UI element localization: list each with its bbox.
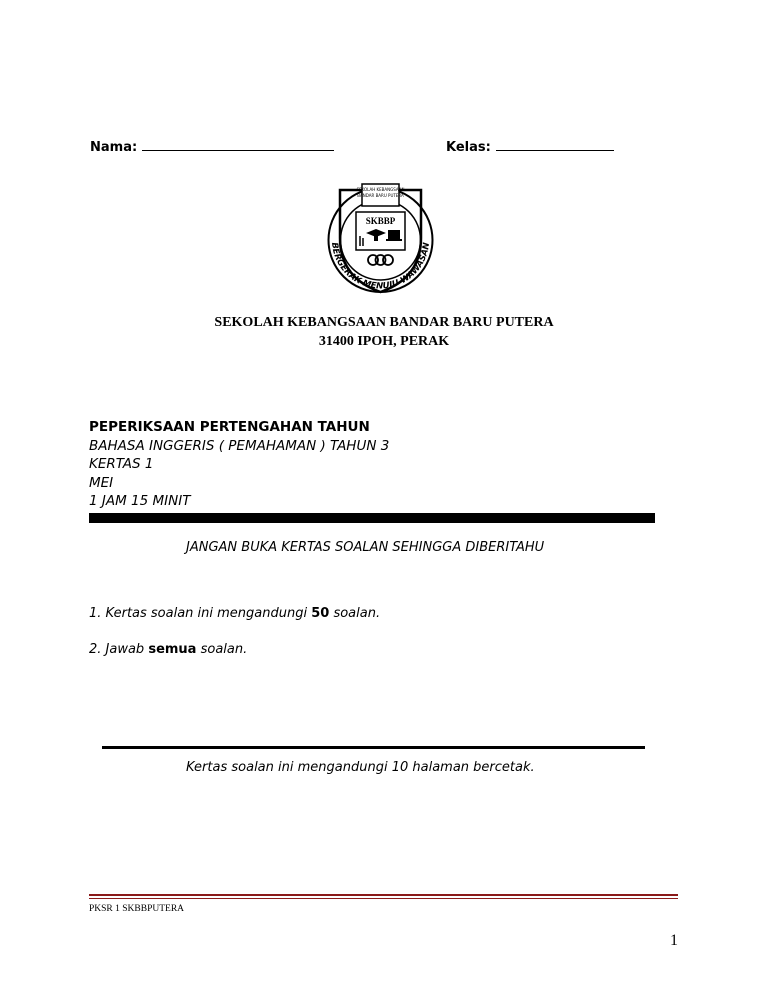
exam-duration: 1 JAM 15 MINIT <box>89 493 191 509</box>
exam-title: PEPERIKSAAN PERTENGAHAN TAHUN <box>89 419 370 435</box>
exam-subject: BAHASA INGGERIS ( PEMAHAMAN ) TAHUN 3 <box>89 437 390 454</box>
logo-motto: BERGERAK MENUJU WAWASAN <box>328 241 433 292</box>
instruction-1 <box>89 606 380 621</box>
school-header <box>0 313 768 351</box>
instruction-2-bold: semua <box>148 642 197 657</box>
name-field <box>90 138 334 155</box>
logo-center-text: SKBBP <box>365 216 396 226</box>
instruction-2 <box>89 642 247 657</box>
school-name: SEKOLAH KEBANGSAAN BANDAR BARU PUTERA <box>214 315 554 330</box>
instruction-2-pre: 2. Jawab <box>89 642 149 657</box>
instruction-2-post: soalan. <box>196 642 248 657</box>
class-field <box>446 138 614 155</box>
logo-top-text-2: BANDAR BARU PUTERA <box>357 193 404 198</box>
instruction-1-bold: 50 <box>311 606 330 621</box>
school-logo-icon <box>318 178 443 296</box>
footer-rule-bottom <box>89 898 678 899</box>
instruction-1-pre: 1. Kertas soalan ini mengandungi <box>89 606 312 621</box>
footer-text: PKSR 1 SKBBPUTERA <box>89 904 185 914</box>
footer-rule-top <box>89 894 678 896</box>
warning-text: JANGAN BUKA KERTAS SOALAN SEHINGGA DIBERITAHU <box>186 540 545 555</box>
thick-divider <box>89 513 655 523</box>
instruction-1-post: soalan. <box>329 606 381 621</box>
exam-info <box>89 418 389 511</box>
exam-paper: KERTAS 1 <box>89 456 154 472</box>
class-label: Kelas: <box>446 140 491 155</box>
logo-top-text-1: SEKOLAH KEBANGSAAN <box>356 187 405 192</box>
name-blank-line[interactable] <box>142 138 334 151</box>
page-number: 1 <box>670 932 678 949</box>
thin-divider <box>102 746 645 749</box>
exam-month: MEI <box>89 474 114 491</box>
school-address: 31400 IPOH, PERAK <box>318 334 450 349</box>
class-blank-line[interactable] <box>496 138 614 151</box>
pages-note: Kertas soalan ini mengandungi 10 halaman bercetak. <box>186 760 535 775</box>
name-label: Nama: <box>90 140 138 155</box>
